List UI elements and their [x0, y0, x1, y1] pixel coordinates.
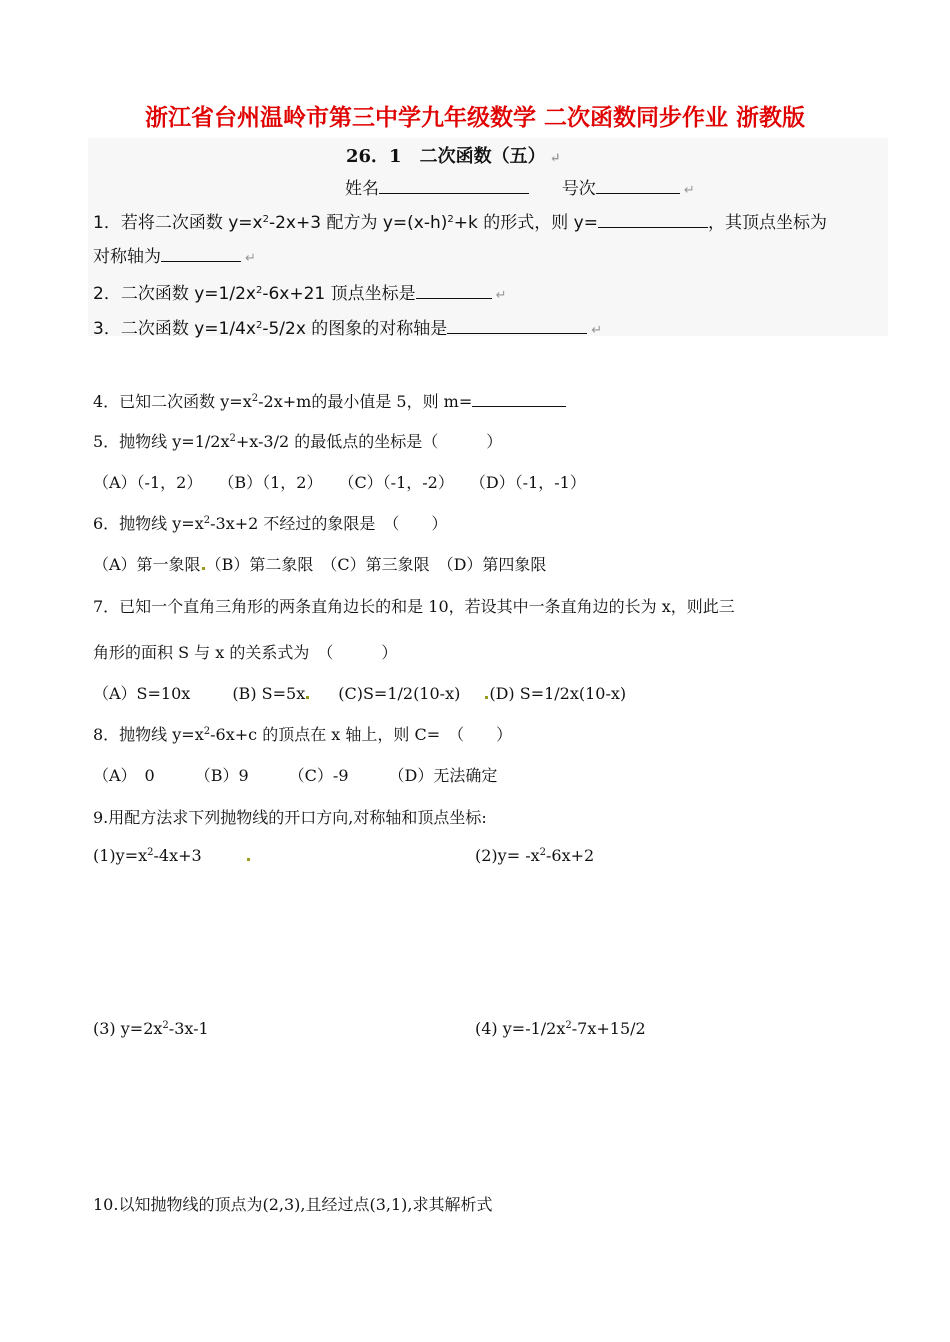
question-7-line-2: 角形的面积 S 与 x 的关系式为 （ ）: [93, 643, 398, 662]
q7-option-d: (D) S=1/2x(10-x): [489, 684, 627, 703]
q9-3-text-a: (3) y=2x: [93, 1019, 163, 1038]
q6-text-b: -3x+2 不经过的象限是 （ ）: [210, 514, 448, 533]
q2-text-a: 2．二次函数 y=1/2x: [93, 284, 256, 304]
answer-blank: [161, 245, 241, 262]
q9-1-text-a: (1)y=x: [93, 846, 148, 865]
q6-text-a: 6．抛物线 y=x: [93, 514, 204, 533]
q9-4-text-b: -7x+15/2: [571, 1019, 646, 1038]
exponent: 2: [251, 393, 259, 404]
answer-blank: [598, 211, 708, 228]
exponent: 2: [447, 214, 454, 225]
exponent: 2: [229, 433, 236, 444]
stray-dot: [247, 858, 250, 861]
q1-text-e: 对称轴为: [93, 247, 161, 267]
question-8: [93, 722, 512, 745]
name-number-line: [345, 174, 695, 199]
return-mark-icon: ↵: [245, 251, 256, 266]
question-1-line-1: [93, 208, 827, 233]
question-5-options: （A）（-1，2） （B）（1，2） （C）（-1，-2） （D）（-1，-1）: [93, 473, 586, 492]
q9-2-text-b: -6x+2: [546, 846, 595, 865]
stray-dot: [202, 567, 205, 570]
q4-text-b: -2x+m的最小值是 5，则 m=: [258, 392, 473, 411]
q9-3-text-b: -3x-1: [168, 1019, 209, 1038]
subtitle-text: 26．1 二次函数（五）: [346, 146, 546, 167]
q5-text-b: +x-3/2 的最低点的坐标是（ ）: [235, 432, 503, 451]
q4-text-a: 4．已知二次函数 y=x: [93, 392, 252, 411]
exponent: 2: [147, 847, 154, 858]
q7-option-b: (B) S=5x: [232, 684, 306, 703]
number-label: 号次: [561, 179, 596, 199]
question-7-options: [93, 681, 626, 704]
q1-text-a: 1．若将二次函数 y=x: [93, 213, 263, 233]
exponent: 2: [565, 1020, 572, 1031]
q2-text-b: -6x+21 顶点坐标是: [262, 284, 416, 304]
q6-option-a: （A）第一象限: [93, 555, 201, 574]
question-5: [93, 429, 502, 452]
question-1-line-2: [93, 242, 256, 267]
question-3: [93, 314, 602, 339]
question-6-options: [93, 552, 546, 575]
answer-blank: [472, 390, 566, 407]
return-mark-icon: ↵: [683, 183, 695, 198]
exponent: 2: [203, 515, 211, 526]
question-10: 10.以知抛物线的顶点为(2,3),且经过点(3,1),求其解析式: [93, 1195, 493, 1214]
question-9-part-4: [475, 1019, 646, 1038]
q7-option-a: （A）S=10x: [93, 684, 191, 703]
q1-text-c: +k 的形式，则 y=: [453, 213, 598, 233]
exponent: 2: [203, 726, 211, 737]
question-9: 9.用配方法求下列抛物线的开口方向,对称轴和顶点坐标:: [93, 808, 487, 827]
question-6: [93, 511, 447, 534]
stray-dot: [485, 696, 488, 699]
q3-text-b: -5/2x 的图象的对称轴是: [262, 319, 448, 339]
return-mark-icon: ↵: [591, 323, 603, 338]
scanned-worksheet-region: [88, 138, 888, 339]
stray-dot: [306, 696, 309, 699]
document-title: 浙江省台州温岭市第三中学九年级数学 二次函数同步作业 浙教版: [144, 105, 805, 131]
question-9-part-2: [475, 846, 594, 865]
q8-text-a: 8．抛物线 y=x: [93, 725, 204, 744]
section-subtitle: [346, 142, 560, 168]
q6-options-rest: （B）第二象限 （C）第三象限 （D）第四象限: [205, 555, 547, 574]
q8-text-b: -6x+c 的顶点在 x 轴上，则 C= （ ）: [210, 725, 513, 744]
question-8-options: （A） 0 （B）9 （C）-9 （D）无法确定: [93, 766, 498, 785]
q3-text-a: 3．二次函数 y=1/4x: [93, 319, 256, 339]
q7-option-c: (C)S=1/2(10-x): [338, 684, 461, 703]
name-label: 姓名: [345, 179, 379, 199]
question-2: [93, 279, 507, 304]
q5-text-a: 5．抛物线 y=1/2x: [93, 432, 230, 451]
q1-text-d: ，其顶点坐标为: [707, 213, 827, 233]
exponent: 2: [162, 1020, 169, 1031]
exponent: 2: [539, 847, 546, 858]
q1-text-b: -2x+3 配方为 y=(x-h): [268, 213, 448, 233]
return-mark-icon: ↵: [549, 151, 561, 166]
q9-1-text-b: -4x+3: [153, 846, 202, 865]
question-9-part-1: [93, 846, 251, 865]
name-blank: [379, 177, 529, 194]
q9-2-text-a: (2)y= -x: [475, 846, 540, 865]
q9-4-text-a: (4) y=-1/2x: [475, 1019, 566, 1038]
answer-blank: [416, 282, 492, 299]
question-7-line-1: 7．已知一个直角三角形的两条直角边长的和是 10，若设其中一条直角边的长为 x，则此三: [93, 597, 735, 616]
exponent: 2: [255, 285, 263, 296]
exponent: 2: [262, 214, 269, 225]
number-blank: [596, 177, 680, 194]
return-mark-icon: ↵: [495, 288, 507, 303]
exponent: 2: [255, 320, 263, 331]
answer-blank: [447, 317, 587, 334]
question-9-part-3: [93, 1019, 209, 1038]
question-4: [93, 389, 566, 412]
